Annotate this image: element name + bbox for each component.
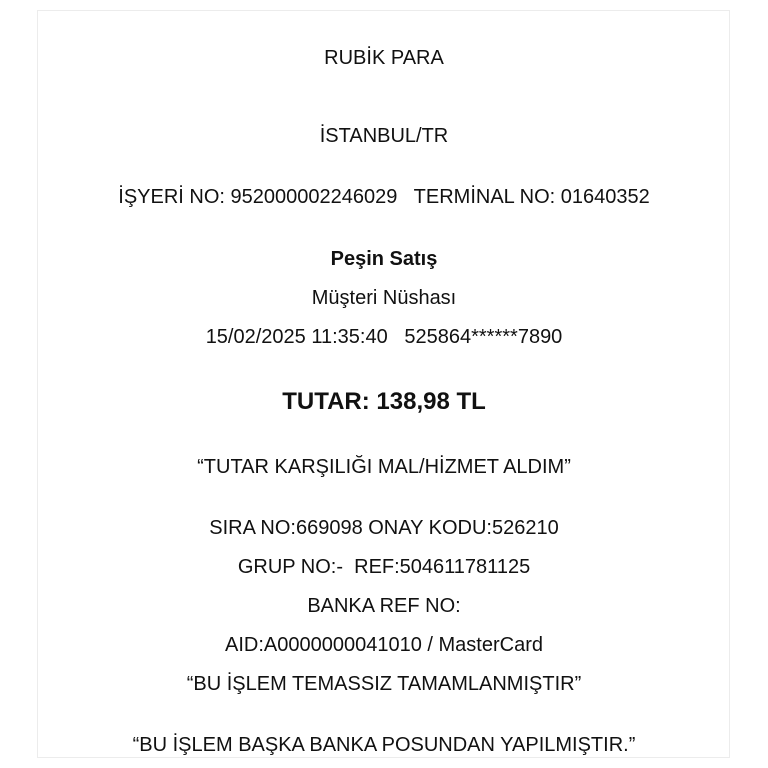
merchant-location: İSTANBUL/TR bbox=[319, 125, 449, 147]
aid-card-brand: AID:A0000000041010 / MasterCard bbox=[225, 634, 543, 656]
acknowledgement-text: “TUTAR KARŞILIĞI MAL/HİZMET ALDIM” bbox=[197, 456, 571, 478]
bank-reference-number: BANKA REF NO: bbox=[307, 595, 461, 617]
date-time-card-number: 15/02/2025 11:35:40 525864******7890 bbox=[205, 326, 563, 348]
group-reference-number: GRUP NO:- REF:504611781125 bbox=[237, 556, 531, 578]
copy-type: Müşteri Nüshası bbox=[311, 287, 457, 309]
sequence-approval-code: SIRA NO:669098 ONAY KODU:526210 bbox=[209, 517, 559, 539]
contactless-note: “BU İŞLEM TEMASSIZ TAMAMLANMIŞTIR” bbox=[186, 673, 582, 695]
transaction-type: Peşin Satış bbox=[330, 248, 438, 270]
amount-total: TUTAR: 138,98 TL bbox=[282, 388, 486, 415]
merchant-terminal-numbers: İŞYERİ NO: 952000002246029 TERMİNAL NO: 01640352 bbox=[118, 186, 650, 208]
merchant-name: RUBİK PARA bbox=[324, 47, 444, 69]
other-bank-pos-note: “BU İŞLEM BAŞKA BANKA POSUNDAN YAPILMIŞTIR.” bbox=[132, 734, 636, 756]
